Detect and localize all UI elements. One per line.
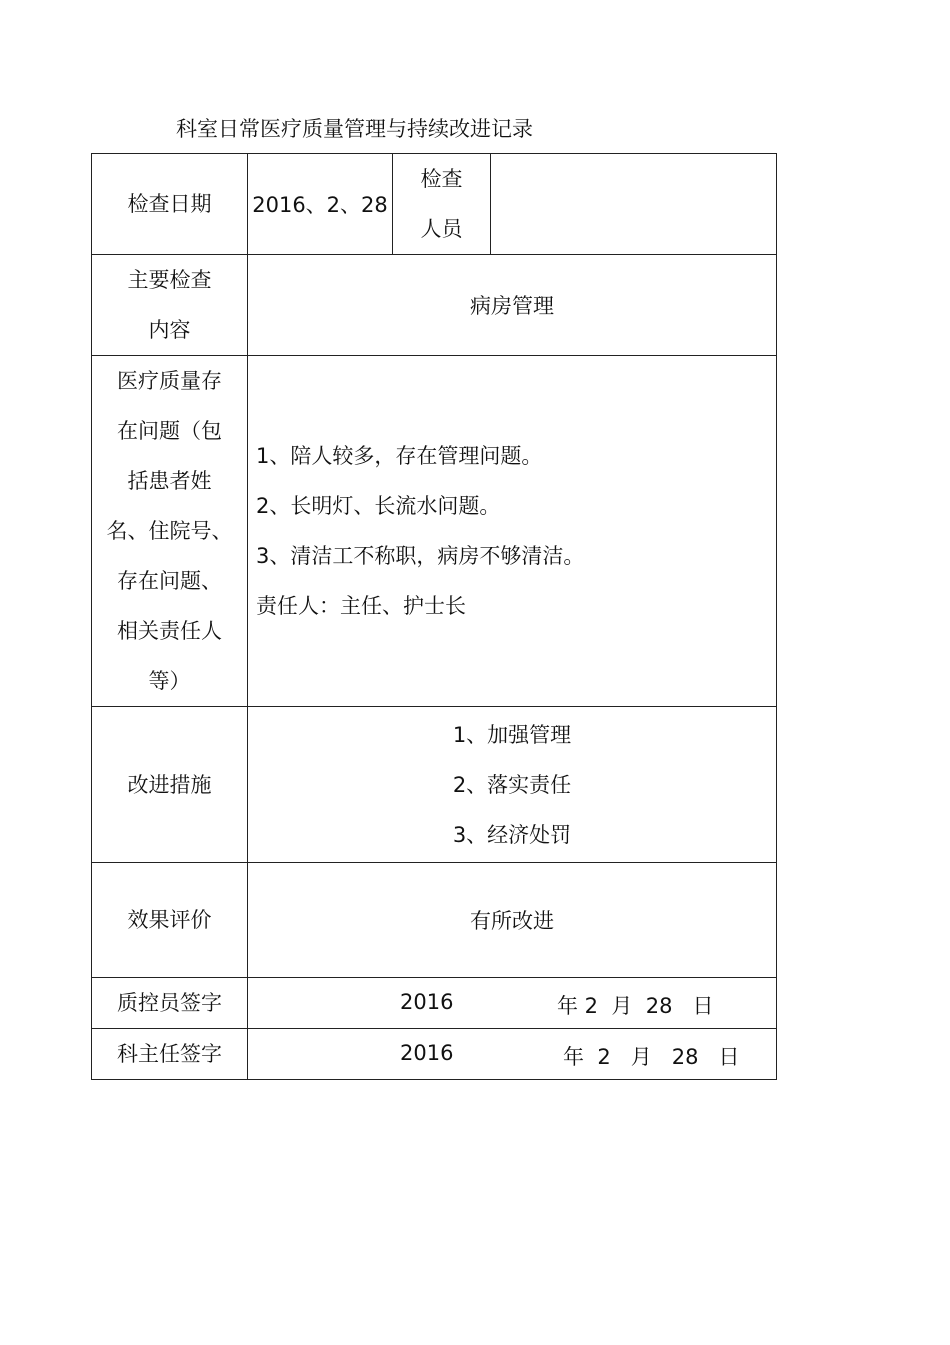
main-content-label-line: 内容 — [148, 318, 191, 342]
problems-label-line: 相关责任人 — [117, 619, 222, 643]
problems-label-line: 存在问题、 — [117, 569, 222, 593]
measures-content — [248, 707, 777, 863]
problems-content — [248, 356, 777, 707]
problems-label-line: 括患者姓 — [127, 469, 212, 493]
main-content-label — [92, 255, 248, 356]
document-title: 科室日常医疗质量管理与持续改进记录 — [176, 117, 533, 141]
problems-label-line: 等） — [148, 669, 191, 693]
row-problems — [92, 356, 777, 707]
inspection-date-value: 2016、2、28 — [248, 154, 393, 255]
problems-label — [92, 356, 248, 707]
main-content-label-line: 主要检查 — [127, 268, 212, 292]
row-qc-sign — [92, 978, 777, 1029]
quality-record-table — [91, 153, 777, 1080]
director-sign-value — [248, 1029, 777, 1080]
row-inspection-date — [92, 154, 777, 255]
row-effect — [92, 863, 777, 978]
qc-sign-value — [248, 978, 777, 1029]
problem-item: 1、陪人较多，存在管理问题。 — [256, 444, 543, 468]
measures-label: 改进措施 — [92, 707, 248, 863]
measure-item: 1、加强管理 — [452, 722, 572, 747]
problems-label-line: 名、住院号、 — [106, 519, 233, 543]
row-measures — [92, 707, 777, 863]
problem-item: 2、长明灯、长流水问题。 — [256, 494, 501, 518]
qc-sign-year: 2016 — [400, 990, 454, 1014]
problem-item: 3、清洁工不称职，病房不够清洁。 — [256, 544, 585, 568]
qc-sign-label: 质控员签字 — [92, 978, 248, 1029]
main-content-value: 病房管理 — [248, 255, 777, 356]
row-director-sign — [92, 1029, 777, 1080]
inspector-label-line: 检查 — [420, 167, 463, 191]
inspector-label — [393, 154, 491, 255]
inspector-value — [491, 154, 777, 255]
inspection-date-label: 检查日期 — [92, 154, 248, 255]
responsible-person: 责任人：主任、护士长 — [256, 594, 466, 618]
measure-item: 2、落实责任 — [452, 772, 572, 797]
effect-label: 效果评价 — [92, 863, 248, 978]
effect-value: 有所改进 — [248, 863, 777, 978]
director-sign-label: 科主任签字 — [92, 1029, 248, 1080]
problems-label-line: 医疗质量存 — [117, 369, 222, 393]
qc-sign-date: 年 2 月 28 日 — [557, 994, 714, 1018]
measure-item: 3、经济处罚 — [452, 822, 572, 847]
director-sign-year: 2016 — [400, 1041, 454, 1065]
problems-label-line: 在问题（包 — [117, 419, 222, 443]
director-sign-date: 年 2 月 28 日 — [563, 1045, 740, 1069]
row-main-content — [92, 255, 777, 356]
inspector-label-line: 人员 — [420, 217, 463, 241]
